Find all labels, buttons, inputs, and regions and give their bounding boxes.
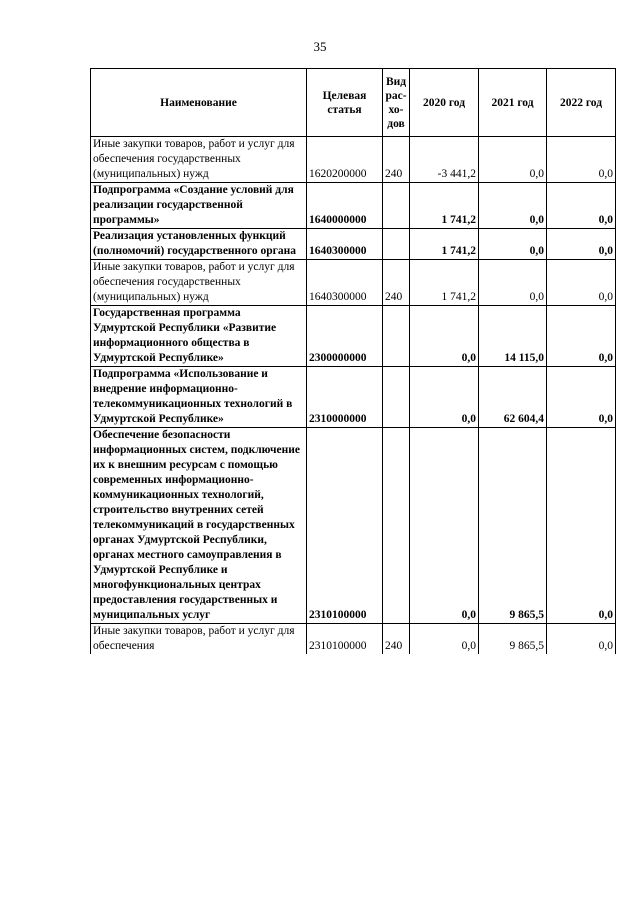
header-2020: 2020 год — [410, 69, 479, 137]
header-expense-type: Вид рас-хо-дов — [383, 69, 410, 137]
row-code: 2300000000 — [307, 306, 383, 367]
row-type — [383, 367, 410, 428]
row-2022: 0,0 — [547, 229, 616, 260]
row-2021: 9 865,5 — [479, 428, 547, 624]
row-2020: 1 741,2 — [410, 183, 479, 229]
header-2022: 2022 год — [547, 69, 616, 137]
table-row — [91, 624, 616, 655]
row-code: 1620200000 — [307, 137, 383, 183]
row-2020: 0,0 — [410, 367, 479, 428]
row-2022: 0,0 — [547, 260, 616, 306]
row-2022: 0,0 — [547, 367, 616, 428]
row-2022: 0,0 — [547, 306, 616, 367]
row-2021: 14 115,0 — [479, 306, 547, 367]
header-row — [91, 69, 616, 137]
row-name: Подпрограмма «Создание условий для реализации государственной программы» — [91, 183, 307, 229]
row-2020: 0,0 — [410, 428, 479, 624]
row-2020: 0,0 — [410, 624, 479, 655]
row-name: Иные закупки товаров, работ и услуг для обеспечения государственных (муниципальных) нужд — [91, 137, 307, 183]
row-code: 2310100000 — [307, 624, 383, 655]
row-name: Реализация установленных функций (полномочий) государственного органа — [91, 229, 307, 260]
row-2021: 0,0 — [479, 229, 547, 260]
row-2022: 0,0 — [547, 624, 616, 655]
table-row — [91, 367, 616, 428]
row-name: Иные закупки товаров, работ и услуг для обеспечения — [91, 624, 307, 655]
row-type — [383, 306, 410, 367]
row-type — [383, 183, 410, 229]
row-2022: 0,0 — [547, 137, 616, 183]
row-2021: 62 604,4 — [479, 367, 547, 428]
row-2022: 0,0 — [547, 183, 616, 229]
row-2020: -3 441,2 — [410, 137, 479, 183]
row-2020: 1 741,2 — [410, 229, 479, 260]
row-2021: 0,0 — [479, 183, 547, 229]
row-name: Иные закупки товаров, работ и услуг для обеспечения государственных (муниципальных) нужд — [91, 260, 307, 306]
row-type — [383, 229, 410, 260]
row-code: 1640300000 — [307, 229, 383, 260]
row-name: Подпрограмма «Использование и внедрение информационно-телекоммуникационных технологий в Удмуртской Республике» — [91, 367, 307, 428]
header-2021: 2021 год — [479, 69, 547, 137]
row-name: Обеспечение безопасности информационных систем, подключение их к внешним ресурсам с помощью современных информационно-коммуникационных технологий, строительство внутренних сетей телекоммуникаций в государственных органах Удмуртской Республики, органах местного самоуправления в Удмуртской Республике и многофункциональных центрах предоставления государственных и муниципальных услуг — [91, 428, 307, 624]
row-2020: 1 741,2 — [410, 260, 479, 306]
row-code: 1640300000 — [307, 260, 383, 306]
table-row — [91, 183, 616, 229]
row-type: 240 — [383, 260, 410, 306]
row-2022: 0,0 — [547, 428, 616, 624]
row-2020: 0,0 — [410, 306, 479, 367]
row-type: 240 — [383, 137, 410, 183]
header-name: Наименование — [91, 69, 307, 137]
row-type: 240 — [383, 624, 410, 655]
row-type — [383, 428, 410, 624]
row-2021: 0,0 — [479, 260, 547, 306]
row-name: Государственная программа Удмуртской Республики «Развитие информационного общества в Удмуртской Республике» — [91, 306, 307, 367]
row-2021: 0,0 — [479, 137, 547, 183]
row-2021: 9 865,5 — [479, 624, 547, 655]
row-code: 2310100000 — [307, 428, 383, 624]
page-number: 35 — [313, 39, 327, 54]
table-row — [91, 137, 616, 183]
table-row — [91, 229, 616, 260]
row-code: 2310000000 — [307, 367, 383, 428]
row-code: 1640000000 — [307, 183, 383, 229]
budget-table — [90, 68, 616, 654]
header-target: Целевая статья — [307, 69, 383, 137]
table-row — [91, 428, 616, 624]
table-row — [91, 260, 616, 306]
table-row — [91, 306, 616, 367]
